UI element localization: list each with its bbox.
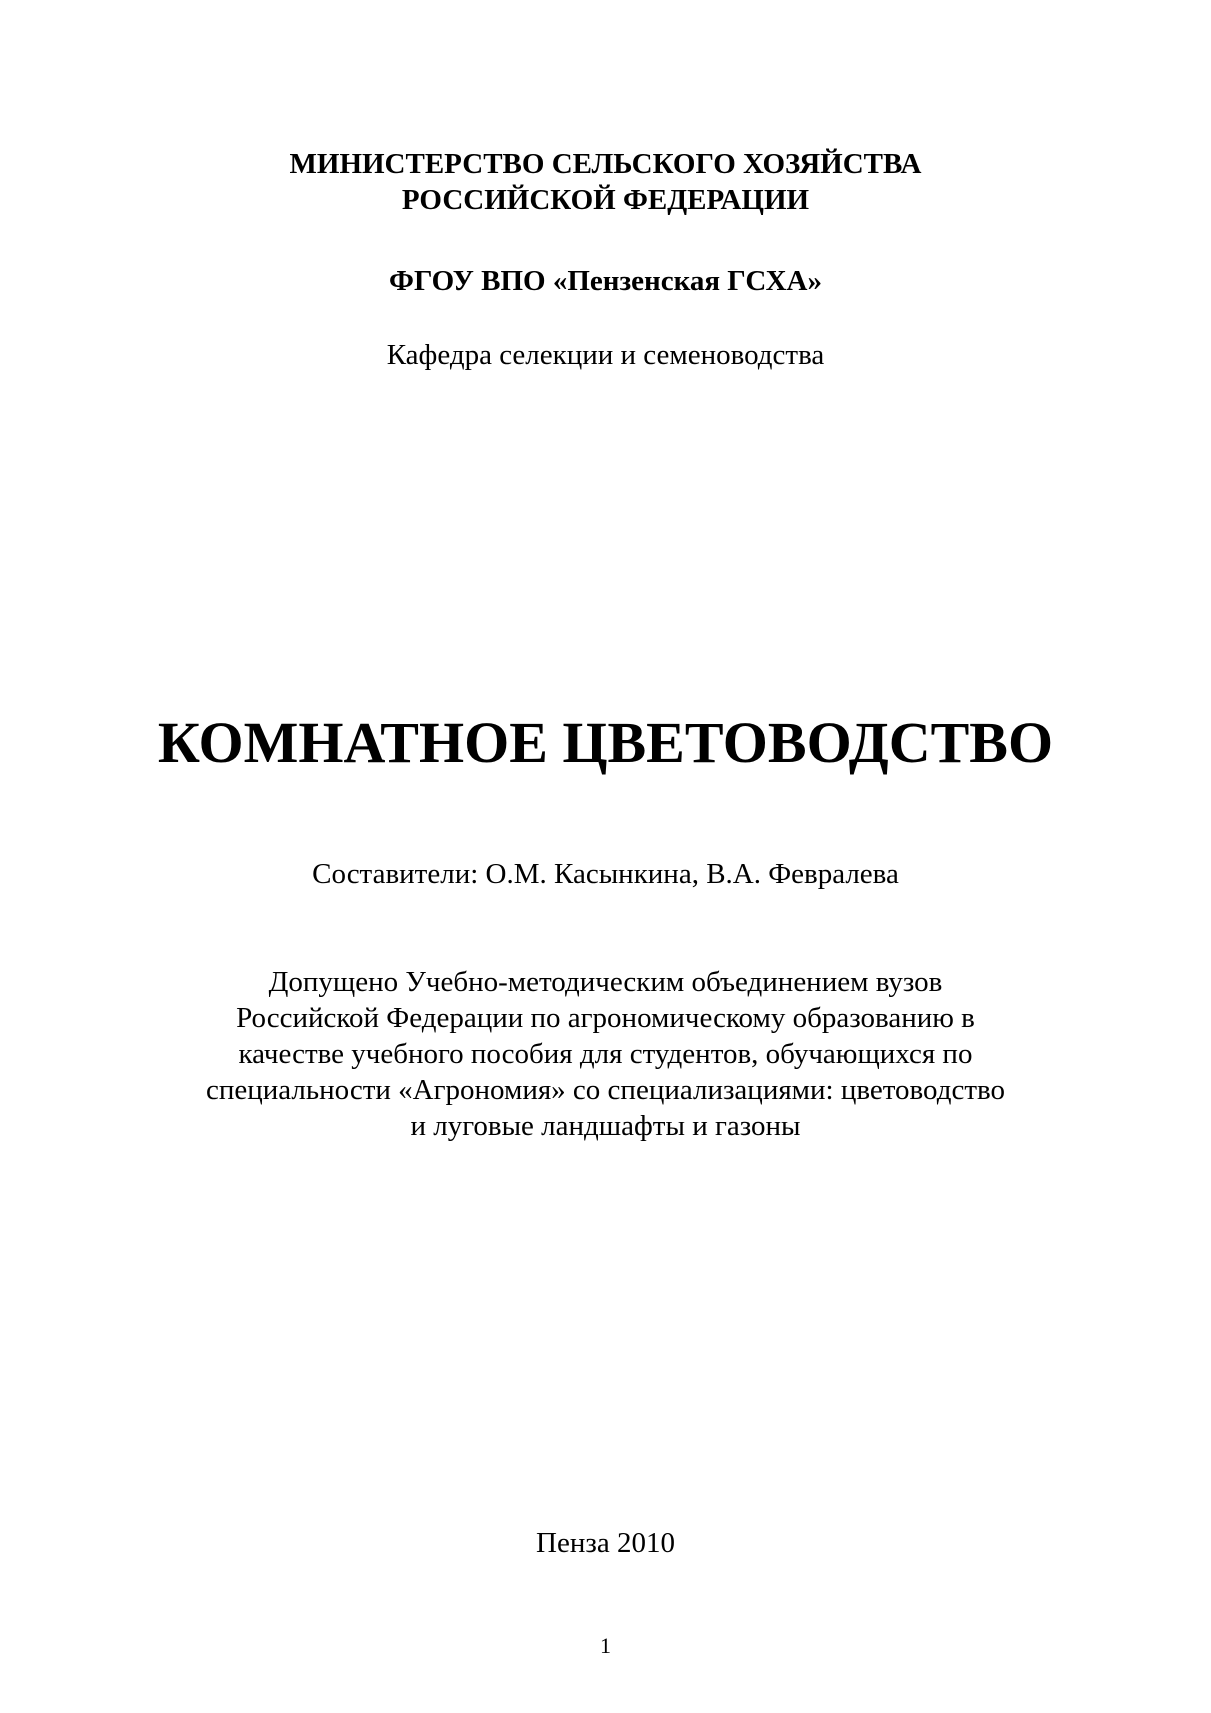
- approval-line-5: и луговые ландшафты и газоны: [410, 1110, 801, 1142]
- approval-line-3: качестве учебного пособия для студентов, обучающихся по: [238, 1038, 973, 1070]
- ministry-line-2: РОССИЙСКОЙ ФЕДЕРАЦИИ: [401, 184, 810, 216]
- city-year: Пенза 2010: [536, 1527, 675, 1559]
- compilers-line: Составители: О.М. Касынкина, В.А. Февралева: [312, 858, 899, 890]
- approval-line-2: Российской Федерации по агрономическому образованию в: [236, 1002, 975, 1034]
- ministry-heading: [0, 146, 1211, 218]
- approval-line-4: специальности «Агрономия» со специализациями: цветоводство: [205, 1074, 1006, 1106]
- department-name: Кафедра селекции и семеноводства: [386, 339, 825, 371]
- page-number: 1: [600, 1633, 611, 1658]
- approval-statement: [0, 964, 1211, 1144]
- document-title: КОМНАТНОЕ ЦВЕТОВОДСТВО: [157, 710, 1054, 775]
- approval-line-1: Допущено Учебно-методическим объединением вузов: [268, 966, 943, 998]
- ministry-line-1: МИНИСТЕРСТВО СЕЛЬСКОГО ХОЗЯЙСТВА: [289, 148, 922, 180]
- institution-name: ФГОУ ВПО «Пензенская ГСХА»: [389, 265, 822, 297]
